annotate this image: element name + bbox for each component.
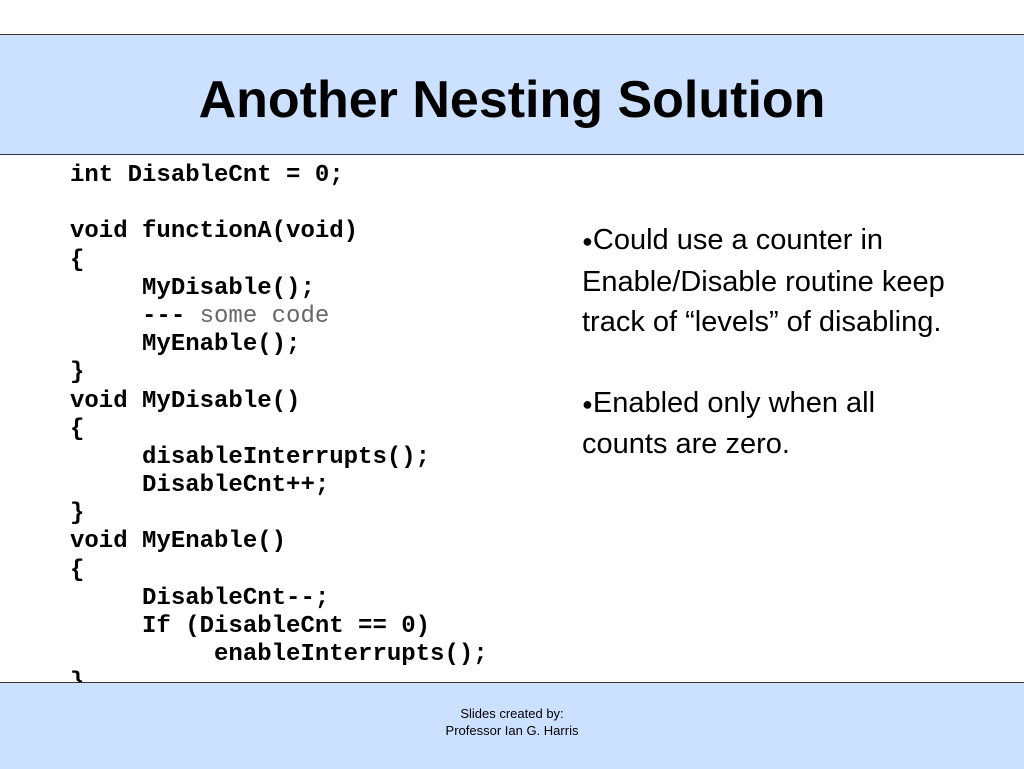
slide-title: Another Nesting Solution [198,71,826,129]
code-line [70,359,488,387]
code-line [70,557,488,585]
code-text: DisableCnt--; [70,584,330,612]
code-line [70,585,488,613]
bullet-text: Enabled only when all counts are zero. [582,386,876,460]
code-line [70,641,488,669]
code-text: If (DisableCnt == 0) [70,613,431,640]
code-text: MyEnable(); [70,331,301,359]
code-text: } [70,359,85,387]
code-text: void MyDisable() [70,387,301,415]
bullet-text: Could use a counter in Enable/Disable routine keep track of “levels” of disabling. [582,224,945,338]
bullet-item [582,220,962,343]
code-text: } [70,500,85,528]
code-text: { [70,246,85,274]
code-block [70,162,488,698]
code-text: MyDisable(); [70,274,315,302]
code-text: void MyEnable() [70,528,287,556]
footer-credit-line: Slides created by: [460,706,564,721]
code-text: void functionA(void) [70,218,359,246]
bullet-dot-icon: ● [582,231,593,251]
code-line [70,388,488,416]
code-line [70,218,488,246]
code-text: disableInterrupts(); [70,443,431,471]
code-text: enableInterrupts(); [70,641,488,669]
code-line [70,528,488,556]
code-line [70,444,488,472]
code-text: int DisableCnt = 0; [70,162,344,189]
code-text: DisableCnt++; [70,472,330,500]
code-line [70,303,488,331]
code-line [70,331,488,359]
code-line [70,416,488,444]
code-text: { [70,415,85,443]
bullet-list [582,220,962,505]
code-text: --- [70,302,200,330]
code-line [70,613,488,641]
code-line [70,472,488,500]
bullet-item [582,383,962,465]
code-comment: some code [199,302,330,330]
code-line [70,162,488,190]
bullet-dot-icon: ● [582,393,593,414]
footer-credit [0,705,1024,739]
code-text: { [70,556,85,584]
code-line [70,275,488,303]
code-line [70,247,488,275]
footer-credit-author: Professor Ian G. Harris [445,723,579,738]
code-line [70,500,488,528]
code-line [70,190,488,218]
